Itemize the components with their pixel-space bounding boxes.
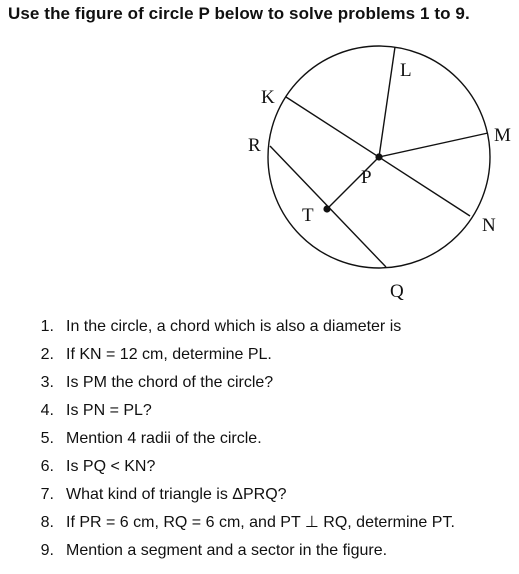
problem-text: Mention 4 radii of the circle. bbox=[66, 430, 262, 447]
label-m: M bbox=[494, 125, 511, 146]
problem-number: 1. bbox=[40, 318, 54, 335]
label-r: R bbox=[248, 135, 261, 156]
radius-pm bbox=[379, 133, 488, 157]
problem-text: In the circle, a chord which is also a diameter is bbox=[66, 318, 402, 335]
problem-text: Mention a segment and a sector in the figure. bbox=[66, 542, 388, 559]
problem-number: 9. bbox=[40, 542, 54, 559]
problem-text: What kind of triangle is ΔPRQ? bbox=[66, 486, 287, 503]
point-p-dot bbox=[375, 153, 382, 160]
radius-pl bbox=[379, 47, 395, 157]
problem-number: 5. bbox=[40, 430, 54, 447]
problem-number: 2. bbox=[40, 346, 54, 363]
problem-number: 6. bbox=[40, 458, 54, 475]
circle-figure bbox=[230, 44, 519, 314]
problem-number: 4. bbox=[40, 402, 54, 419]
label-k: K bbox=[261, 87, 275, 108]
label-l: L bbox=[400, 60, 412, 81]
problem-number: 7. bbox=[40, 486, 54, 503]
problem-text: If KN = 12 cm, determine PL. bbox=[66, 346, 272, 363]
label-t: T bbox=[302, 205, 314, 226]
label-n: N bbox=[482, 215, 496, 236]
label-p: P bbox=[361, 167, 372, 188]
problem-number: 8. bbox=[40, 514, 54, 531]
page-title: Use the figure of circle P below to solve problems 1 to 9. bbox=[8, 4, 470, 23]
problem-text: Is PN = PL? bbox=[66, 402, 152, 419]
problem-text: Is PM the chord of the circle? bbox=[66, 374, 274, 391]
problem-number: 3. bbox=[40, 374, 54, 391]
label-q: Q bbox=[390, 281, 404, 302]
point-t-dot bbox=[323, 205, 330, 212]
problem-text: Is PQ < KN? bbox=[66, 458, 156, 475]
problem-text: If PR = 6 cm, RQ = 6 cm, and PT ⊥ RQ, determine PT. bbox=[66, 514, 455, 531]
